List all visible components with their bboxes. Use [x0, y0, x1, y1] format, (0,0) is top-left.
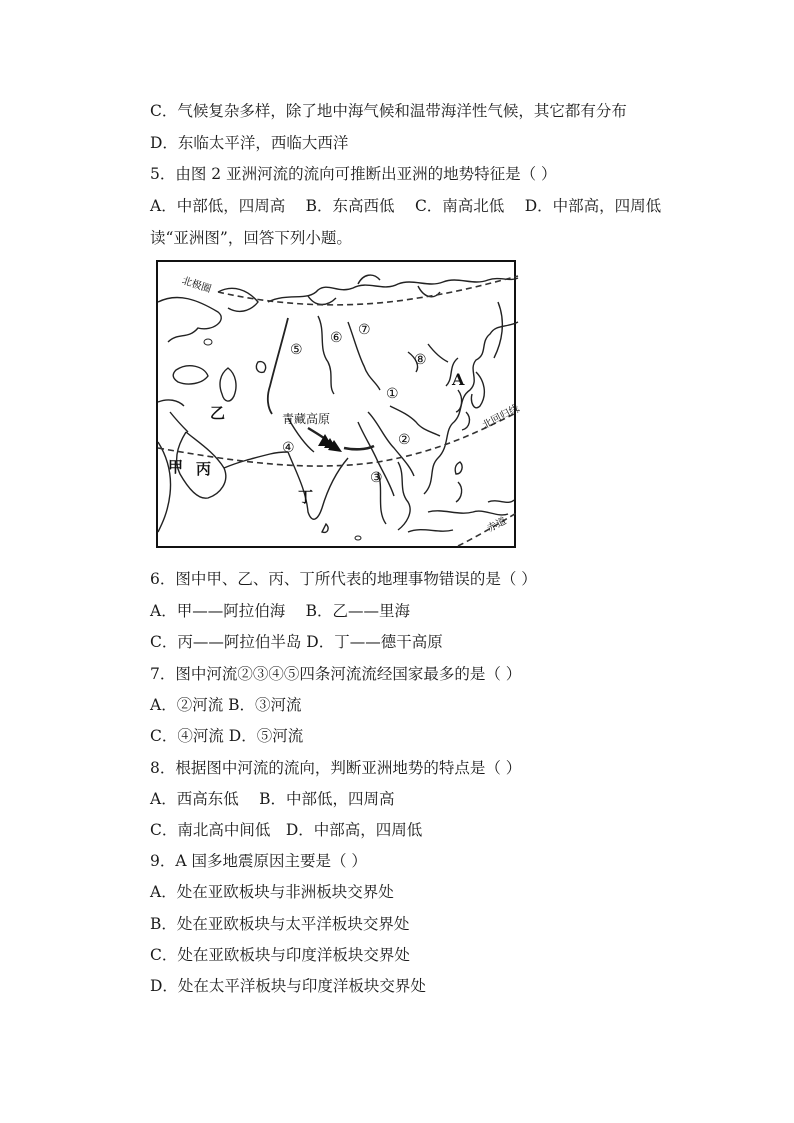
- q7-options-ab: A．②河流 B．③河流: [150, 696, 302, 714]
- q4-option-d: D．东临太平洋，西临大西洋: [150, 134, 349, 152]
- label-river-3: ③: [370, 470, 383, 486]
- q4-option-c: C．气候复杂多样，除了地中海气候和温带海洋性气候，其它都有分布: [150, 102, 627, 120]
- label-country-a: A: [452, 370, 465, 389]
- label-river-5: ⑤: [290, 342, 303, 358]
- q6-stem: 6．图中甲、乙、丙、丁所代表的地理事物错误的是（ ）: [150, 570, 537, 588]
- label-river-8: ⑧: [414, 352, 427, 368]
- q9-stem: 9．A 国多地震原因主要是（ ）: [150, 852, 367, 870]
- q9-option-a: A．处在亚欧板块与非洲板块交界处: [150, 883, 394, 901]
- label-ding: 丁: [298, 488, 314, 506]
- label-tropic-cancer: 北回归线: [480, 403, 522, 432]
- q8-options-ab: A．西高东低 B．中部低，四周高: [150, 790, 395, 808]
- reading-intro: 读“亚洲图”，回答下列小题。: [150, 229, 352, 247]
- label-arctic-circle: 北极圈: [180, 275, 213, 296]
- q8-stem: 8．根据图中河流的流向，判断亚洲地势的特点是（ ）: [150, 759, 522, 777]
- q7-stem: 7．图中河流②③④⑤四条河流流经国家最多的是（ ）: [150, 665, 522, 683]
- q9-option-c: C．处在亚欧板块与印度洋板块交界处: [150, 946, 410, 964]
- q9-option-d: D．处在太平洋板块与印度洋板块交界处: [150, 977, 426, 995]
- q8-options-cd: C．南北高中间低 D．中部高，四周低: [150, 821, 423, 839]
- q6-options-ab: A．甲——阿拉伯海 B．乙——里海: [150, 602, 411, 620]
- q6-options-cd: C．丙——阿拉伯半岛 D．丁——德干高原: [150, 633, 443, 651]
- label-yi: 乙: [210, 404, 226, 422]
- label-jia: 甲: [168, 458, 184, 476]
- label-river-7: ⑦: [358, 322, 371, 338]
- q7-options-cd: C．④河流 D．⑤河流: [150, 727, 304, 745]
- plateau-marker-icon: [318, 434, 332, 446]
- label-bing: 丙: [196, 460, 212, 478]
- label-river-6: ⑥: [330, 330, 343, 346]
- q5-stem: 5．由图 2 亚洲河流的流向可推断出亚洲的地势特征是（ ）: [150, 165, 557, 183]
- label-river-1: ①: [386, 386, 399, 402]
- label-plateau: 青藏高原: [282, 412, 331, 426]
- asia-map: [156, 260, 522, 548]
- q5-options: A．中部低，四周高 B．东高西低 C．南高北低 D．中部高，四周低: [150, 197, 662, 215]
- q9-option-b: B．处在亚欧板块与太平洋板块交界处: [150, 915, 410, 933]
- label-river-2: ②: [398, 432, 411, 448]
- label-river-4: ④: [282, 440, 295, 456]
- label-equator: 赤道: [485, 515, 509, 535]
